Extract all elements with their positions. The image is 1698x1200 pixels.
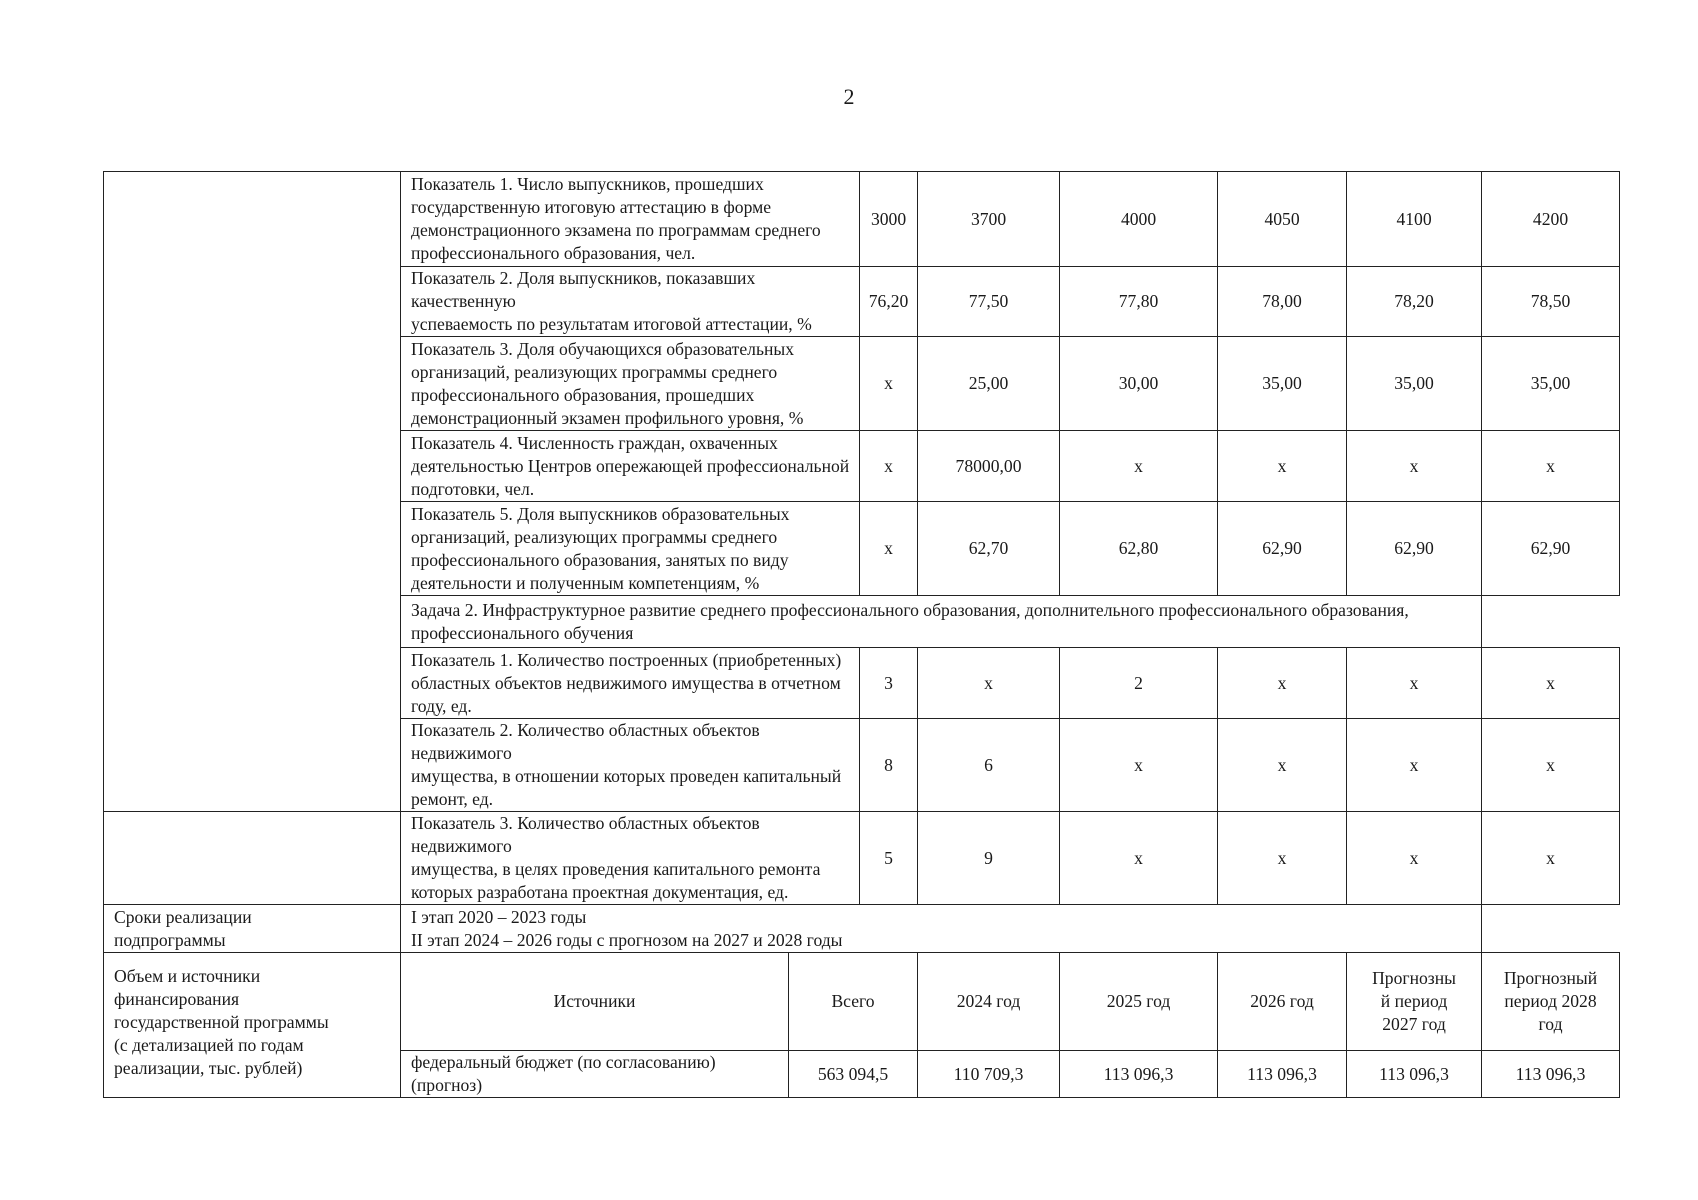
value-cell: х — [1218, 812, 1347, 905]
empty-label-cell — [104, 812, 401, 905]
empty-label-cell — [104, 596, 401, 648]
financing-value: 113 096,3 — [1347, 1051, 1482, 1098]
timeline-label: Сроки реализации подпрограммы — [104, 905, 401, 953]
indicator-row — [104, 337, 1620, 431]
value-cell: х — [1218, 648, 1347, 719]
year-2027-header: Прогнозны й период 2027 год — [1347, 953, 1482, 1051]
value-cell: 62,90 — [1218, 502, 1347, 596]
indicator-row — [104, 267, 1620, 337]
value-cell: 30,00 — [1060, 337, 1218, 431]
indicator-text: Показатель 2. Количество областных объектов недвижимого имущества, в отношении которых проведен капитальный ремонт, ед. — [401, 719, 860, 812]
value-cell: 78000,00 — [918, 431, 1060, 502]
value-cell: х — [1482, 648, 1620, 719]
value-cell: х — [1347, 648, 1482, 719]
value-cell: х — [860, 502, 918, 596]
value-cell: х — [1482, 431, 1620, 502]
value-cell: 78,50 — [1482, 267, 1620, 337]
value-cell: 2 — [1060, 648, 1218, 719]
value-cell: 3 — [860, 648, 918, 719]
value-cell: х — [1347, 812, 1482, 905]
value-cell: х — [1060, 812, 1218, 905]
timeline-value: I этап 2020 – 2023 годы II этап 2024 – 2026 годы с прогнозом на 2027 и 2028 годы — [401, 905, 1482, 953]
empty-label-cell — [104, 431, 401, 502]
indicator-text: Показатель 1. Число выпускников, прошедших государственную итоговую аттестацию в форме демонстрационного экзамена по программам среднего профессионального образования, чел. — [401, 172, 860, 267]
value-cell: 76,20 — [860, 267, 918, 337]
value-cell: 35,00 — [1218, 337, 1347, 431]
value-cell: х — [1218, 719, 1347, 812]
value-cell: 4200 — [1482, 172, 1620, 267]
value-cell: 25,00 — [918, 337, 1060, 431]
value-cell: 62,70 — [918, 502, 1060, 596]
indicator-text: Показатель 2. Доля выпускников, показавших качественную успеваемость по результатам итоговой аттестации, % — [401, 267, 860, 337]
indicator-text: Показатель 5. Доля выпускников образовательных организаций, реализующих программы среднего профессионального образования, занятых по виду деятельности и полученным компетенциям, % — [401, 502, 860, 596]
financing-value: 110 709,3 — [918, 1051, 1060, 1098]
value-cell: х — [1218, 431, 1347, 502]
sources-header: Источники — [401, 953, 789, 1051]
value-cell: х — [860, 431, 918, 502]
task-text: Задача 2. Инфраструктурное развитие среднего профессионального образования, дополнительного профессионального образования, профессионального обучения — [401, 596, 1482, 648]
financing-header-row — [104, 953, 1620, 1051]
empty-label-cell — [104, 648, 401, 719]
indicator-row — [104, 648, 1620, 719]
value-cell: 8 — [860, 719, 918, 812]
value-cell: 78,00 — [1218, 267, 1347, 337]
value-cell: х — [1347, 431, 1482, 502]
empty-label-cell — [104, 719, 401, 812]
indicator-row — [104, 172, 1620, 267]
task-row — [104, 596, 1620, 648]
financing-value: 563 094,5 — [789, 1051, 918, 1098]
value-cell: х — [918, 648, 1060, 719]
financing-value: 113 096,3 — [1060, 1051, 1218, 1098]
value-cell: х — [1482, 719, 1620, 812]
indicator-row — [104, 431, 1620, 502]
value-cell: 62,90 — [1482, 502, 1620, 596]
value-cell: 77,50 — [918, 267, 1060, 337]
indicator-row — [104, 719, 1620, 812]
value-cell: 4000 — [1060, 172, 1218, 267]
year-2028-header: Прогнозный период 2028 год — [1482, 953, 1620, 1051]
indicator-text: Показатель 4. Численность граждан, охваченных деятельностью Центров опережающей профессиональной подготовки, чел. — [401, 431, 860, 502]
value-cell: 35,00 — [1482, 337, 1620, 431]
page-number: 2 — [843, 84, 855, 109]
year-2025-header: 2025 год — [1060, 953, 1218, 1051]
financing-label: Объем и источники финансирования государственной программы (с детализацией по годам реализации, тыс. рублей) — [104, 953, 401, 1098]
value-cell: х — [1482, 812, 1620, 905]
year-2024-header: 2024 год — [918, 953, 1060, 1051]
value-cell: 9 — [918, 812, 1060, 905]
value-cell: 3000 — [860, 172, 918, 267]
value-cell: х — [860, 337, 918, 431]
value-cell: 62,90 — [1347, 502, 1482, 596]
empty-label-cell — [104, 502, 401, 596]
empty-label-cell — [104, 337, 401, 431]
indicator-row — [104, 812, 1620, 905]
source-name: федеральный бюджет (по согласованию) (прогноз) — [401, 1051, 789, 1098]
value-cell: х — [1060, 431, 1218, 502]
empty-label-cell — [104, 267, 401, 337]
total-header: Всего — [789, 953, 918, 1051]
indicator-text: Показатель 3. Доля обучающихся образовательных организаций, реализующих программы среднего профессионального образования, прошедших демонстрационный экзамен профильного уровня, % — [401, 337, 860, 431]
timeline-row — [104, 905, 1620, 953]
value-cell: 78,20 — [1347, 267, 1482, 337]
empty-label-cell — [104, 172, 401, 267]
value-cell: 4100 — [1347, 172, 1482, 267]
value-cell: 62,80 — [1060, 502, 1218, 596]
indicator-text: Показатель 3. Количество областных объектов недвижимого имущества, в целях проведения капитального ремонта которых разработана проектная документация, ед. — [401, 812, 860, 905]
value-cell: х — [1060, 719, 1218, 812]
value-cell: 35,00 — [1347, 337, 1482, 431]
financing-value: 113 096,3 — [1482, 1051, 1620, 1098]
passport-table — [103, 171, 1620, 1098]
value-cell: 77,80 — [1060, 267, 1218, 337]
value-cell: 4050 — [1218, 172, 1347, 267]
value-cell: 5 — [860, 812, 918, 905]
indicator-row — [104, 502, 1620, 596]
financing-value: 113 096,3 — [1218, 1051, 1347, 1098]
value-cell: 3700 — [918, 172, 1060, 267]
indicator-text: Показатель 1. Количество построенных (приобретенных) областных объектов недвижимого имущества в отчетном году, ед. — [401, 648, 860, 719]
year-2026-header: 2026 год — [1218, 953, 1347, 1051]
value-cell: х — [1347, 719, 1482, 812]
value-cell: 6 — [918, 719, 1060, 812]
